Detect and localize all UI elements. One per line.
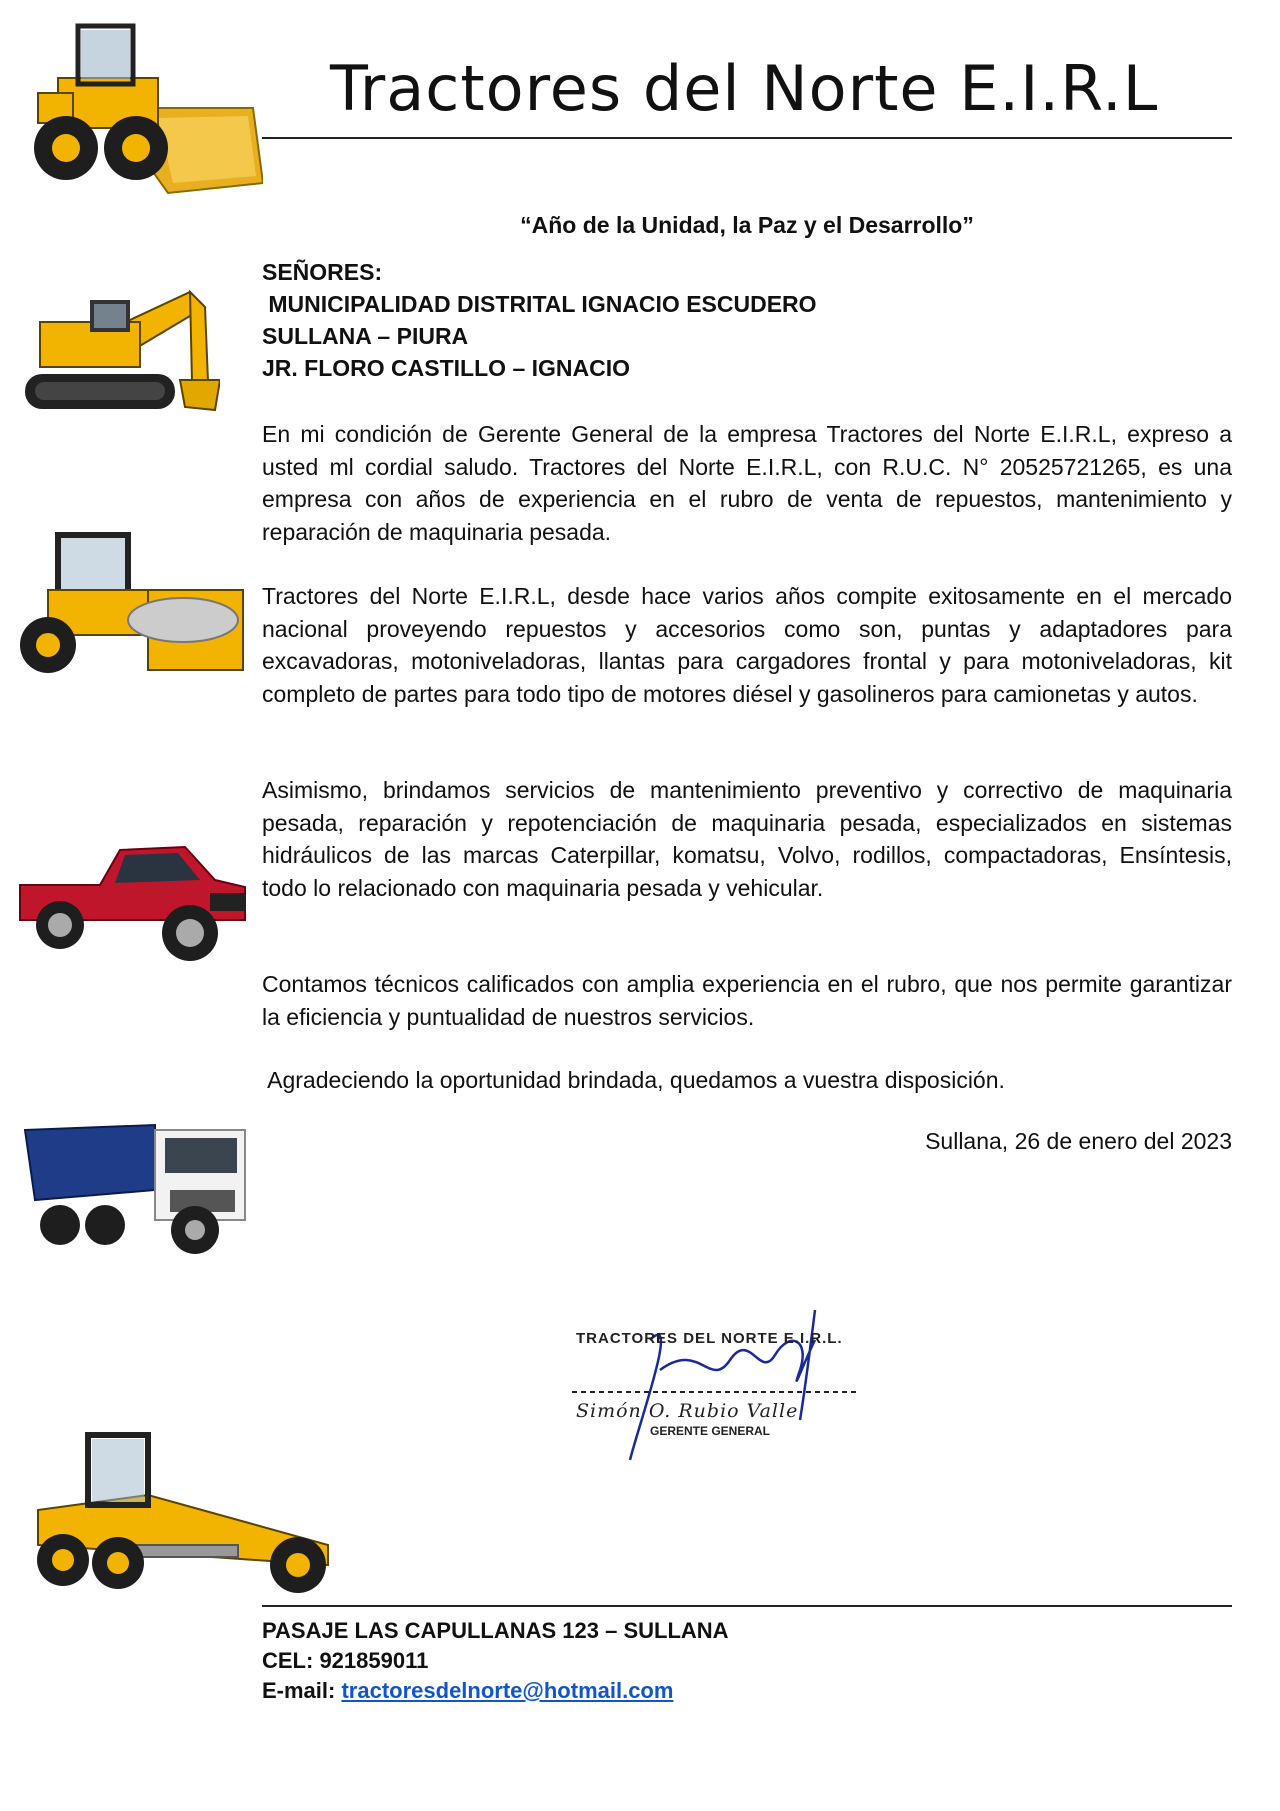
footer-divider xyxy=(262,1605,1232,1607)
recipient-street: JR. FLORO CASTILLO – IGNACIO xyxy=(262,355,631,381)
stamp-company: TRACTORES DEL NORTE E.I.R.L. xyxy=(576,1330,843,1347)
wheel-loader-image xyxy=(18,8,263,198)
footer-contact xyxy=(262,1616,729,1706)
body-paragraph-services: Asimismo, brindamos servicios de mantenimiento preventivo y correctivo de maquinaria pesada, reparación y repotenciación de maquinaria pesada, especializados en sistemas hidráulicos de las marcas Caterpillar, komatsu, Volvo, rodillos, compactadoras, Ensíntesis, todo lo relacionado con maquinaria pesada y vehicular. xyxy=(262,777,1232,901)
footer-email-line xyxy=(262,1676,729,1706)
stamp-name: Simón O. Rubio Valle xyxy=(576,1400,799,1422)
body-paragraph-products: Tractores del Norte E.I.R.L, desde hace varios años compite exitosamente en el mercado nacional proveyendo repuestos y accesorios como son, puntas y adaptadores para excavadoras, motoniveladoras, llantas para cargadores frontal y para motoniveladoras, kit completo de partes para todo tipo de motores diésel y gasolineros para camionetas y autos. xyxy=(262,583,1232,707)
pickup-truck-image xyxy=(10,825,250,970)
body-paragraph-intro: En mi condición de Gerente General de la empresa Tractores del Norte E.I.R.L, expreso a usted ml cordial saludo. Tractores del Norte E.I.R.L, con R.U.C. N° 20525721265, es una empresa con años de experiencia en el rubro de venta de repuestos, mantenimiento y reparación de maquinaria pesada. xyxy=(262,421,1232,545)
recipient-block xyxy=(262,256,817,384)
recipient-salutation: SEÑORES: xyxy=(262,259,383,285)
footer-address: PASAJE LAS CAPULLANAS 123 – SULLANA xyxy=(262,1618,729,1643)
footer-email-label: E-mail: xyxy=(262,1678,342,1703)
body-paragraph-closing: Agradeciendo la oportunidad brindada, quedamos a vuestra disposición. xyxy=(262,1067,1005,1093)
stamp-role: GERENTE GENERAL xyxy=(650,1424,771,1438)
signature-icon xyxy=(560,1300,880,1490)
year-motto: “Año de la Unidad, la Paz y el Desarrollo” xyxy=(520,212,974,238)
motor-grader-image xyxy=(28,1425,338,1600)
signature-stamp xyxy=(560,1300,880,1490)
recipient-entity: MUNICIPALIDAD DISTRITAL IGNACIO ESCUDERO xyxy=(262,291,817,317)
dump-truck-image xyxy=(20,1110,260,1260)
excavator-image xyxy=(20,282,220,442)
date-line: Sullana, 26 de enero del 2023 xyxy=(925,1128,1232,1154)
header-divider xyxy=(262,137,1232,139)
email-link[interactable]: tractoresdelnorte@hotmail.com xyxy=(341,1678,674,1703)
recipient-city: SULLANA – PIURA xyxy=(262,323,469,349)
road-roller-image xyxy=(8,525,248,685)
company-title: Tractores del Norte E.I.R.L xyxy=(330,52,1159,125)
footer-phone: CEL: 921859011 xyxy=(262,1648,429,1673)
body-paragraph-technicians: Contamos técnicos calificados con amplia experiencia en el rubro, que nos permite garantizar la eficiencia y puntualidad de nuestros servicios. xyxy=(262,971,1232,1030)
